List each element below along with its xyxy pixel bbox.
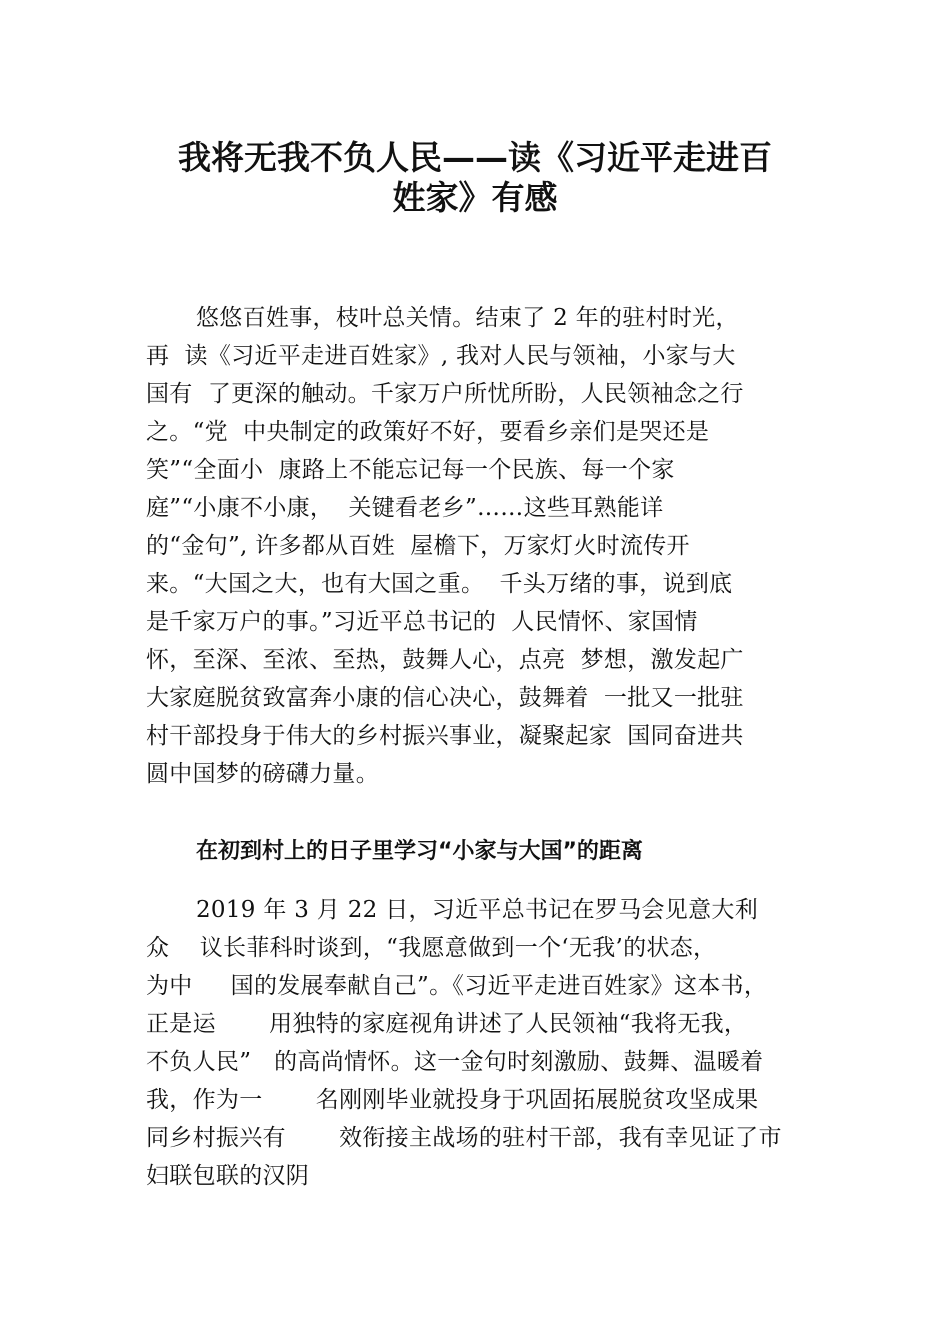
- document-title-line-1: 我将无我不负人民——读《习近平走进百: [178, 138, 772, 177]
- paragraph-1-line: 的“金句”, 许多都从百姓 屋檐下，万家灯火时流传开: [146, 533, 690, 559]
- paragraph-1-line: 村干部投身于伟大的乡村振兴事业，凝聚起家 国同奋进共: [146, 723, 744, 749]
- paragraph-2-line: 我，作为一 名刚刚毕业就投身于巩固拓展脱贫攻坚成果: [146, 1087, 759, 1113]
- paragraph-1-line: 悠悠百姓事，枝叶总关情。结束了 2 年的驻村时光，: [196, 305, 739, 331]
- paragraph-2-line: 众 议长菲科时谈到，“我愿意做到一个‘无我’的状态，: [146, 935, 717, 961]
- paragraph-1-line: 之。“党 中央制定的政策好不好，要看乡亲们是哭还是: [146, 419, 710, 445]
- paragraph-1-line: 大家庭脱贫致富奔小康的信心决心，鼓舞着 一批又一批驻: [146, 685, 744, 711]
- document-title-line-2: 姓家》有感: [392, 178, 558, 217]
- paragraph-2-line: 为中 国的发展奉献自己”。《习近平走进百姓家》这本书，: [146, 973, 768, 999]
- paragraph-1-line: 是千家万户的事。”习近平总书记的 人民情怀、家国情: [146, 609, 698, 635]
- paragraph-2-line: 妇联包联的汉阴: [146, 1163, 310, 1189]
- paragraph-1-line: 来。“大国之大，也有大国之重。 千头万绪的事，说到底: [146, 571, 733, 597]
- paragraph-1-line: 怀，至深、至浓、至热，鼓舞人心，点亮 梦想，激发起广: [146, 647, 744, 673]
- paragraph-1-line: 再 读《习近平走进百姓家》, 我对人民与领袖，小家与大: [146, 343, 736, 369]
- paragraph-2-line: 同乡村振兴有 效衔接主战场的驻村干部，我有幸见证了市: [146, 1125, 782, 1151]
- paragraph-1-line: 庭”“小康不小康， 关键看老乡”……这些耳熟能详: [146, 495, 664, 521]
- paragraph-1-line: 国有 了更深的触动。千家万户所忧所盼，人民领袖念之行: [146, 381, 744, 407]
- paragraph-2-line: 正是运 用独特的家庭视角讲述了人民领袖“我将无我，: [146, 1011, 748, 1037]
- paragraph-2-line: 不负人民” 的高尚情怀。这一金句时刻激励、鼓舞、温暖着: [146, 1049, 764, 1075]
- paragraph-1-line: 圆中国梦的磅礴力量。: [146, 761, 379, 787]
- paragraph-2-line: 2019 年 3 月 22 日，习近平总书记在罗马会见意大利: [196, 897, 758, 923]
- section-heading: 在初到村上的日子里学习“小家与大国”的距离: [196, 839, 643, 864]
- paragraph-1-line: 笑”“全面小 康路上不能忘记每一个民族、每一个家: [146, 457, 675, 483]
